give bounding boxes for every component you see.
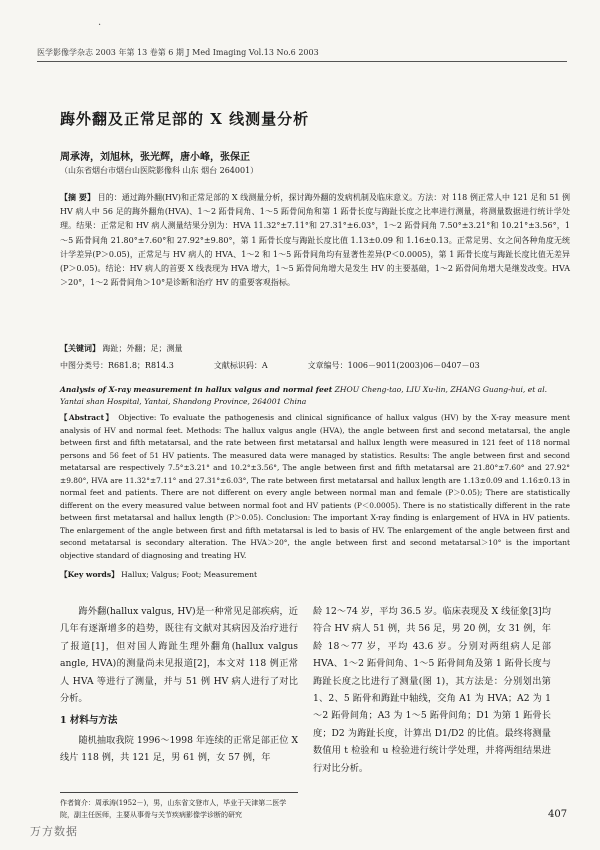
article-number: 文章编号：1006－9011(2003)06－0407－03 (307, 361, 480, 370)
body-intro-paragraph: 踇外翻(hallux valgus, HV)是一种常见足部疾病，近几年有逐渐增多的趋势，既往有文献对其病因及治疗进行了报道[1]，但对国人踇趾生理外翻角(hallux valgus angle, HVA)的测量尚未见报道[2]，本文对 118 例正常人 HVA 等进行了测量，并与 51 例 HV 病人进行了对比分析。 (60, 606, 298, 705)
abstract-cn-text: 目的：通过踇外翻(HV)和正常足部的 X 线测量分析，探讨踇外翻的发病机制及临床意义。方法：对 118 例正常人中 121 足和 51 例 HV 病人中 56 足的踇外翻角(HVA)、1～2 跖骨间角、1～5 跖骨间角和第 1 跖骨长度与踇趾长度之比率进行测量，将测量数据进行统计学处理。结果：正常足和 HV 病人测量结果分别为：HVA 11.32°±7.11°和 27.31°±6.03°，1～2 跖骨间角 7.50°±3.21°和 10.21°±3.56°，1～5 跖骨间角 21.80°±7.60°和 27.92°±9.80°，第 1 跖骨长度与踇趾长度比值 1.13±0.09 和 1.16±0.13。正常足男、女之间各种角度无统计学差异(P＞0.05)，正常足与 HV 病人的 HVA、1～2 和 1～5 跖骨间角均有显著性差异(P＜0.0005)，第 1 跖骨长度与踇趾长度比值无差异(P＞0.05)。结论：HV 病人的首要 X 线表现为 HVA 增大，1～5 跖骨间角增大是发生 HV 的主要基础，1～2 跖骨间角增大是继发改变。HVA＞20°，1～2 跖骨间角＞10°是诊断和治疗 HV 的重要客观指标。 (60, 193, 570, 288)
classification-line (60, 360, 570, 371)
body-right-column: 龄 12～74 岁，平均 36.5 岁。临床表现及 X 线征象[3]均符合 HV 病人 51 例，共 56 足，男 20 例，女 31 例，年龄 18～77 岁，平均 43.6 岁。分别对两组病人足部 HVA、1～2 跖骨间角、1～5 跖骨间角及第 1 跖骨长度与踇趾长度之比进行了测量(图 1)，其方法是：分别划出第 1、2、5 跖骨和踇趾中轴线，交角 A1 为 HVA；A2 为 1～2 跖骨间角；A3 为 1～5 跖骨间角；D1 为第 1 跖骨长度；D2 为踇趾长度，计算出 D1/D2 的比值。最终将测量数值用 t 检验和 u 检验进行统计学处理，并将两组结果进行对比分析。 (313, 606, 551, 774)
footnote-divider (60, 792, 298, 793)
page-number: 407 (548, 809, 568, 820)
abstract-cn-label: 【摘 要】 (60, 192, 96, 202)
clc-number: 中图分类号：R681.8；R814.3 (60, 361, 174, 370)
abstract-en-label: 【Abstract】 (60, 413, 115, 422)
keywords-en-label: 【Key words】 (60, 570, 119, 579)
keywords-cn-text: 踇趾；外翻；足；测量 (102, 344, 183, 353)
section-heading: 1 材料与方法 (60, 715, 118, 726)
keywords-en (60, 569, 257, 580)
english-title-block (60, 384, 570, 409)
corner-mark: · (98, 20, 102, 31)
authors: 周承涛，刘旭林，张光辉，唐小峰，张保正 (60, 152, 250, 163)
abstract-en-text: Objective: To evaluate the pathogenesis and clinical significance of hallux valgus (HV) by the X-ray measure ment analysis of HV and normal feet. Methods: The hallux valgus angle (HVA), the angle between first and second metatarsal, the angle between first and fifth metatarsal, and the rate between first metatarsal and hallux length were measured in 121 feet of 118 normal persons and 56 feet of 51 HV patients. The measured data were managed by statistics. Results: The angle between first and second metatarsal are respectively 7.5°±3.21° and 10.2°±3.56°, The angle between first and fifth metatarsal are 21.80°±7.60° and 27.92°±9.80°, HVA are 11.32°±7.11° and 27.31°±6.03°, The rate between first metatarsal and hallux length are 1.13±0.09 and 1.16±0.13 in normal feet and patients. There are not different on every angle between normal man and female (P＞0.05); There are statistically different on the every measured value between normal foot and HV patients (P＜0.0005). There is no statistically different in the rate between first metatarsal and hallux length (P＞0.05). Conclusion: The important X-ray finding is enlargement of HVA in HV patients. The enlargement of the angle between first and fifth metatarsal is led to basis of HV. The enlargement of the angle between first and second metatarsal is secondary alteration. The HVA＞20°, the angle between first and second metatarsal＞10° is the important objective standard of diagnosing and treating HV. (60, 413, 570, 560)
abstract-cn (60, 190, 570, 290)
affiliation: （山东省烟台市烟台山医院影像科 山东 烟台 264001） (60, 166, 259, 175)
running-header: 医学影像学杂志 2003 年第 13 卷第 6 期 J Med Imaging Vol.13 No.6 2003 (37, 47, 567, 62)
abstract-en (60, 412, 570, 562)
english-affiliation: Yantai shan Hospital, Yantai, Shandong Province, 264001 China (60, 397, 307, 407)
english-title: Analysis of X-ray measurement in hallux valgus and normal feet (60, 385, 333, 394)
keywords-cn (60, 343, 183, 354)
page-title: 踇外翻及正常足部的 X 线测量分析 (60, 110, 310, 128)
watermark: 万方数据 (30, 825, 78, 838)
document-code: 文献标识码：A (213, 361, 268, 370)
author-footnote: 作者简介：周承涛(1952－)，男，山东省文登市人，毕业于天津第二医学院，副主任医师，主要从事骨与关节疾病影像学诊断的研究 (60, 799, 287, 819)
english-authors: ZHOU Cheng-tao, LIU Xu-lin, ZHANG Guang-hui, et al. (334, 385, 548, 394)
body-methods-paragraph: 随机抽取我院 1996～1998 年连续的正常足部正位 X 线片 118 例，共 121 足，男 61 例，女 57 例，年 (60, 735, 298, 764)
keywords-en-text: Hallux; Valgus; Foot; Measurement (121, 570, 258, 579)
keywords-cn-label: 【关键词】 (60, 343, 100, 353)
